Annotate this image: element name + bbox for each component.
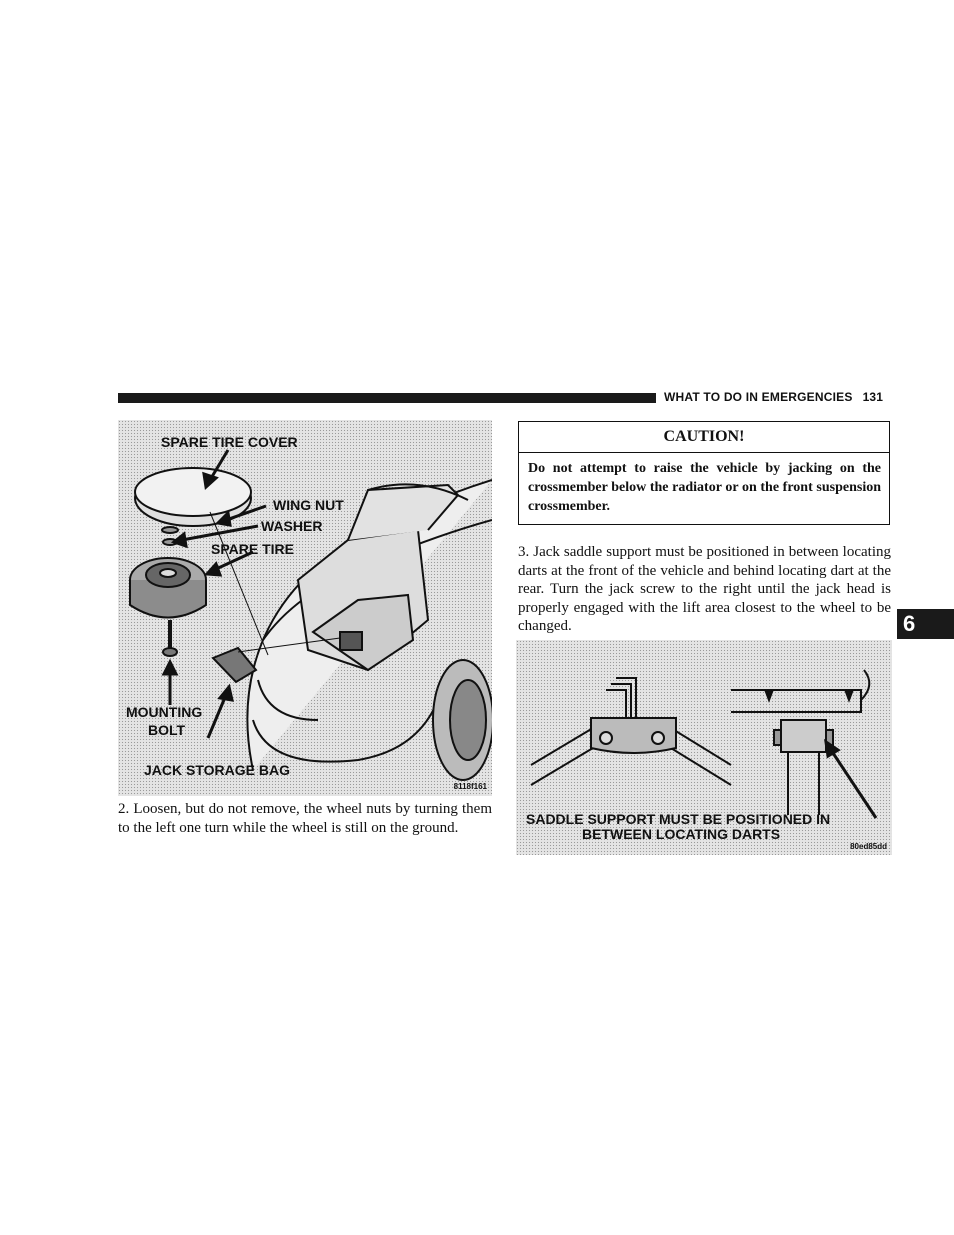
section-title: WHAT TO DO IN EMERGENCIES: [664, 390, 853, 404]
label-washer: WASHER: [261, 518, 323, 534]
header-rule: [118, 393, 656, 403]
figure-code: 8118f161: [453, 782, 487, 791]
spare-tire-illustration: [118, 420, 492, 796]
label-jack-storage-bag: JACK STORAGE BAG: [144, 762, 290, 778]
label-spare-tire-cover: SPARE TIRE COVER: [161, 434, 298, 450]
caption-line-2: BETWEEN LOCATING DARTS: [582, 826, 781, 842]
caution-title: CAUTION!: [519, 422, 889, 453]
caution-body: Do not attempt to raise the vehicle by jacking on the crossmember below the radiator or on the front suspension crossmember.: [528, 461, 881, 514]
step-3-text: 3. Jack saddle support must be positioned in between locating darts at the front of the vehicle and behind locating dart at the rear. Turn the jack screw to the right until the jack head is properly engaged with the lift area closest to the wheel to be changed.: [518, 544, 891, 635]
spare-tire-drawing: [118, 420, 492, 796]
chapter-tab: 6: [897, 609, 954, 639]
caption-line-1: SADDLE SUPPORT MUST BE POSITIONED IN: [526, 811, 831, 827]
saddle-support-illustration: [516, 640, 892, 855]
label-wing-nut: WING NUT: [273, 497, 344, 513]
label-mounting-bolt-line2: BOLT: [148, 722, 186, 738]
label-spare-tire: SPARE TIRE: [211, 541, 294, 557]
label-mounting-bolt-line1: MOUNTING: [126, 704, 203, 720]
caution-box: [518, 421, 890, 525]
running-header: [664, 390, 883, 404]
figure-code: 80ed85dd: [850, 842, 887, 851]
step-2-text: 2. Loosen, but do not remove, the wheel nuts by turning them to the left one turn while the wheel is still on the ground.: [118, 801, 492, 836]
page-number: 131: [862, 390, 884, 404]
